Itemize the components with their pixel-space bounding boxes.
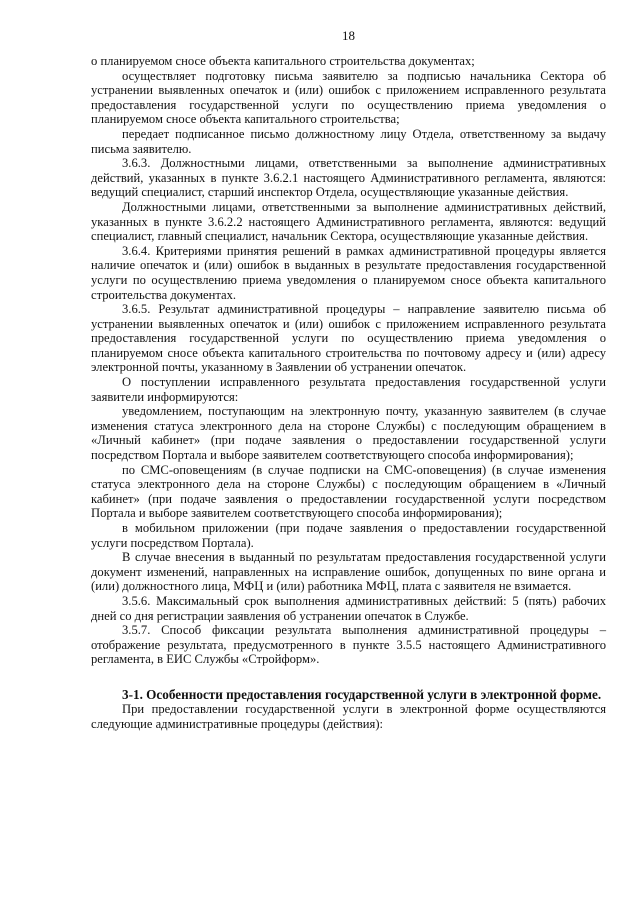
paragraph-3-6-4: 3.6.4. Критериями принятия решений в рамках административной процедуры является наличие опечаток и (или) ошибок в выданных в результате предоставления государственной услуги по осуществлению приема уведомления о планируемом сносе объекта капитального строительства документах. — [91, 243, 606, 302]
paragraph: передает подписанное письмо должностному лицу Отдела, ответственному за выдачу письма заявителю. — [91, 126, 606, 156]
paragraph: Должностными лицами, ответственными за выполнение административных действий, указанных в пункте 3.6.2.2 настоящего Административного регламента, являются: ведущий специалист, главный специалист, начальник Сектора, осуществляющие указанные действия. — [91, 199, 606, 244]
section-paragraph: При предоставлении государственной услуги в электронной форме осуществляются следующие административные процедуры (действия): — [91, 701, 606, 731]
paragraph: О поступлении исправленного результата предоставления государственной услуги заявители информируются: — [91, 375, 606, 404]
paragraph: осуществляет подготовку письма заявителю за подписью начальника Сектора об устранении выявленных опечаток и (или) ошибок с приложением исправленного результата предоставления государственной услуги по осуществлению приема уведомления о планируемом сносе объекта капитального строительства; — [91, 68, 606, 127]
page-number: 18 — [342, 28, 355, 43]
paragraph: В случае внесения в выданный по результатам предоставления государственной услуги документ изменений, направленных на исправление ошибок, допущенных по вине органа и (или) должностного лица, МФЦ и (или) работника МФЦ, плата с заявителя не взимается. — [91, 550, 606, 594]
paragraph: уведомлением, поступающим на электронную почту, указанную заявителем (в случае изменения статуса электронного дела на стороне Службы) с последующим обращением в «Личный кабинет» (при подаче заявления о предоставлении государственной услуги посредством Портала и выборе заявителем соответствующего способа информирования); — [91, 404, 606, 463]
section-heading: 3-1. Особенности предоставления государственной услуги в электронной форме. — [122, 686, 602, 702]
paragraph-3-6-3: 3.6.3. Должностными лицами, ответственными за выполнение административных действий, указанных в пункте 3.6.2.1 настоящего Административного регламента, являются: ведущий специалист, старший инспектор Отдела, осуществляющие указанные действия. — [91, 156, 606, 200]
paragraph-3-5-6: 3.5.6. Максимальный срок выполнения административных действий: 5 (пять) рабочих дней со дня регистрации заявления об устранении опечаток в Службе. — [91, 593, 606, 623]
paragraph: по СМС-оповещениям (в случае подписки на СМС-оповещения) (в случае изменения статуса электронного дела на стороне Службы) с последующим обращением в «Личный кабинет» (при подаче заявления о предоставлении государственной услуги посредством Портала и выборе заявителем соответствующего способа информирования); — [91, 462, 606, 521]
paragraph-3-5-7: 3.5.7. Способ фиксации результата выполнения административной процедуры – отображение результата, предусмотренного в пункте 3.5.5 настоящего Административного регламента, в ЕИС Службы «Стройформ». — [91, 623, 606, 667]
paragraph-3-6-5: 3.6.5. Результат административной процедуры – направление заявителю письма об устранении выявленных опечаток и (или) ошибок с приложением исправленного результата предоставления государственной услуги по осуществлению приема уведомления о планируемом сносе объекта капитального строительства по почтовому адресу и (или) адресу электронной почты, указанному в Заявлении об устранении опечаток. — [91, 302, 606, 375]
paragraph: в мобильном приложении (при подаче заявления о предоставлении государственной услуги посредством Портала). — [91, 521, 606, 550]
paragraph-continuation: о планируемом сносе объекта капитального строительства документах; — [91, 54, 475, 68]
